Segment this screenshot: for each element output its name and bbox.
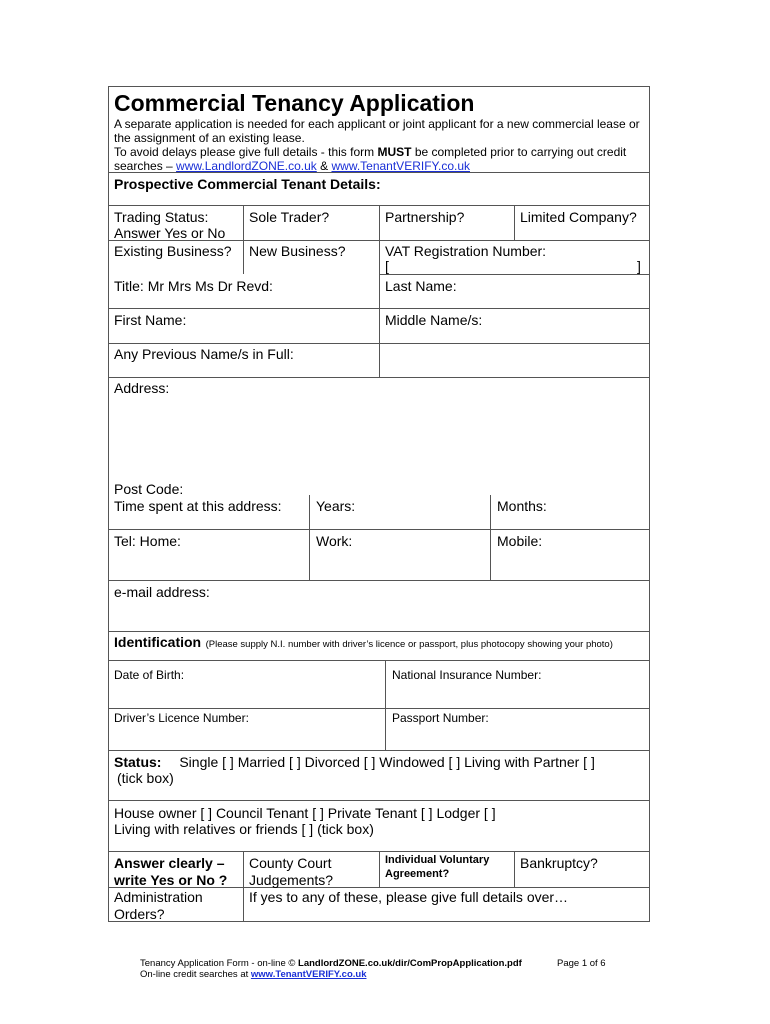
divider [108,708,650,709]
housing-options[interactable]: House owner [ ] Council Tenant [ ] Private Tenant [ ] Lodger [ ] [114,805,496,821]
delay-notice [114,145,626,159]
iva-field[interactable]: Individual Voluntary [385,854,490,866]
divider [379,851,380,887]
years-field[interactable]: Years: [316,498,356,514]
tenantverify-link[interactable]: www.TenantVERIFY.co.uk [331,159,470,173]
address-field[interactable]: Address: [114,380,170,396]
new-business-field[interactable]: New Business? [249,243,346,259]
footer-line [140,969,367,981]
previous-names-field[interactable]: Any Previous Name/s in Full: [114,346,294,362]
divider [243,205,244,274]
vat-number-label: VAT Registration Number: [385,243,547,259]
bankruptcy-field[interactable]: Bankruptcy? [520,855,598,871]
trading-status-label: Trading Status: [114,209,209,225]
housing-options-relatives[interactable]: Living with relatives or friends [ ] (tick box) [114,821,374,837]
delay-post: be completed prior to carrying out credit [414,145,627,159]
divider [108,580,650,581]
vat-number-input[interactable] [392,258,632,274]
landlordzone-link[interactable]: www.LandlordZONE.co.uk [176,159,317,173]
ccj-field[interactable]: Judgements? [249,872,334,888]
status-tick-hint: (tick box) [117,770,174,786]
footer-text: On-line credit searches at [140,969,249,980]
divider [108,377,650,378]
tel-mobile-field[interactable]: Mobile: [497,533,543,549]
delay-must: MUST [377,145,412,159]
divider [108,750,650,751]
details-instruction: If yes to any of these, please give full details over… [249,889,569,905]
time-at-address-label: Time spent at this address: [114,498,282,514]
page-number: Page 1 of 6 [557,958,606,969]
partnership-field[interactable]: Partnership? [385,209,465,225]
sole-trader-field[interactable]: Sole Trader? [249,209,330,225]
divider [514,205,515,240]
delay-pre: To avoid delays please give full details - this form [114,145,375,159]
admin-orders-field[interactable]: Administration [114,889,203,905]
tel-work-field[interactable]: Work: [316,533,353,549]
last-name-field[interactable]: Last Name: [385,278,457,294]
footer-tenantverify-link[interactable]: www.TenantVERIFY.co.uk [250,969,367,980]
passport-field[interactable]: Passport Number: [392,711,489,725]
existing-business-field[interactable]: Existing Business? [114,243,232,259]
answer-clearly-label: Answer clearly – [114,855,225,871]
driving-licence-field[interactable]: Driver’s Licence Number: [114,711,249,725]
divider [108,631,650,632]
divider [379,205,380,377]
footer-text: Tenancy Application Form - on-line © [140,958,296,969]
searches-pre: searches – [114,159,173,173]
identification-note: (Please supply N.I. number with driver’s licence or passport, plus photocopy showing your photo) [205,639,613,650]
status-row [114,754,595,771]
ni-number-field[interactable]: National Insurance Number: [392,668,542,682]
vat-bracket-close: ] [637,258,641,274]
status-options[interactable]: Single [ ] Married [ ] Divorced [ ] Windowed [ ] Living with Partner [ ] [179,754,595,770]
divider [108,660,650,661]
divider [379,274,650,275]
title-field[interactable]: Title: Mr Mrs Ms Dr Revd: [114,278,273,294]
status-label: Status: [114,754,162,770]
limited-company-field[interactable]: Limited Company? [520,209,637,225]
iva-field[interactable]: Agreement? [385,868,450,880]
section-title: Prospective Commercial Tenant Details: [114,176,381,192]
footer-url: LandlordZONE.co.uk/dir/ComPropApplication.pdf [298,958,522,969]
trading-status-hint: Answer Yes or No [114,225,226,241]
divider [309,495,310,580]
intro-text: A separate application is needed for each applicant or joint applicant for a new commercial lease or [114,117,640,131]
dob-field[interactable]: Date of Birth: [114,668,185,682]
months-field[interactable]: Months: [497,498,547,514]
identification-heading-row [114,634,613,653]
admin-orders-field[interactable]: Orders? [114,906,165,922]
tel-home-field[interactable]: Tel: Home: [114,533,181,549]
divider [514,851,515,887]
divider [385,660,386,750]
post-code-field[interactable]: Post Code: [114,481,184,497]
divider [490,495,491,580]
searches-line [114,159,470,173]
vat-bracket-open: [ [385,258,389,274]
ampersand: & [320,159,329,173]
page-title: Commercial Tenancy Application [114,90,475,116]
intro-text: the assignment of an existing lease. [114,131,305,145]
ccj-field[interactable]: County Court [249,855,332,871]
divider [243,851,244,921]
first-name-field[interactable]: First Name: [114,312,187,328]
middle-names-field[interactable]: Middle Name/s: [385,312,483,328]
answer-clearly-label: write Yes or No ? [114,872,228,888]
divider [108,800,650,801]
identification-heading: Identification [114,634,202,650]
email-field[interactable]: e-mail address: [114,584,210,600]
divider [108,529,650,530]
